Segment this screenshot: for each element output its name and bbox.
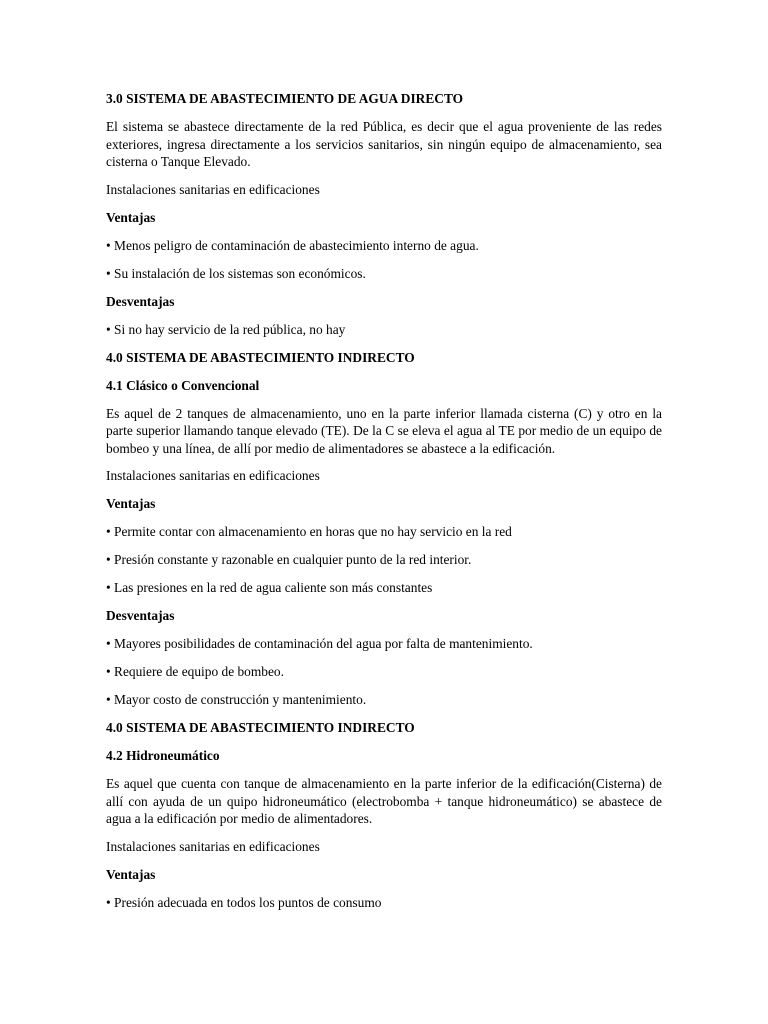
bullet-item: • Mayor costo de construcción y mantenimiento. [106, 692, 367, 707]
ventajas-heading: Ventajas [106, 496, 156, 511]
bullet-item: • Presión constante y razonable en cualquier punto de la red interior. [106, 552, 472, 567]
section-heading: 3.0 SISTEMA DE ABASTECIMIENTO DE AGUA DIRECTO [106, 91, 464, 106]
section-heading: 4.0 SISTEMA DE ABASTECIMIENTO INDIRECTO [106, 349, 415, 365]
desventajas-heading: Desventajas [106, 293, 175, 309]
reference-line: Instalaciones sanitarias en edificaciones [106, 181, 320, 197]
reference-line: Instalaciones sanitarias en edificaciones [106, 838, 320, 854]
section-paragraph: El sistema se abastece directamente de la red Pública, es decir que el agua proveniente de las redes exteriores, ingresa directamente a los servicios sanitarios, sin ningún equipo de almacenamiento, sea cisterna o Tanque Elevado. [106, 119, 662, 169]
bullet-item: • Requiere de equipo de bombeo. [106, 664, 284, 679]
section-paragraph: Es aquel de 2 tanques de almacenamiento, uno en la parte inferior llamada cisterna (C) y otro en la parte superior llamando tanque elevado (TE). De la C se eleva el agua al TE por medio de un equipo de bombeo y una línea, de allí por medio de alimentadores se abastece a la edificación. [106, 405, 662, 456]
bullet-item: • Si no hay servicio de la red pública, no hay [106, 321, 346, 337]
bullet-item: • Permite contar con almacenamiento en horas que no hay servicio en la red [106, 524, 512, 539]
subsection-heading: 4.1 Clásico o Convencional [106, 377, 260, 393]
document-body [106, 90, 662, 922]
ventajas-heading: Ventajas [106, 866, 156, 882]
bullet-item: • Presión adecuada en todos los puntos de consumo [106, 894, 382, 910]
bullet-item: • Menos peligro de contaminación de abastecimiento interno de agua. [106, 237, 479, 253]
bullet-item: • Su instalación de los sistemas son económicos. [106, 265, 366, 281]
subsection-heading: 4.2 Hidroneumático [106, 748, 220, 763]
section-heading: 4.0 SISTEMA DE ABASTECIMIENTO INDIRECTO [106, 720, 415, 735]
bullet-item: • Mayores posibilidades de contaminación del agua por falta de mantenimiento. [106, 636, 533, 651]
desventajas-heading: Desventajas [106, 608, 175, 623]
ventajas-heading: Ventajas [106, 209, 156, 225]
section-paragraph: Es aquel que cuenta con tanque de almacenamiento en la parte inferior de la edificación(Cisterna) de allí con ayuda de un quipo hidroneumático (electrobomba + tanque hidroneumático) se abastece de agua a la edificación por medio de alimentadores. [106, 776, 662, 826]
reference-line: Instalaciones sanitarias en edificaciones [106, 468, 320, 483]
bullet-item: • Las presiones en la red de agua caliente son más constantes [106, 580, 433, 595]
